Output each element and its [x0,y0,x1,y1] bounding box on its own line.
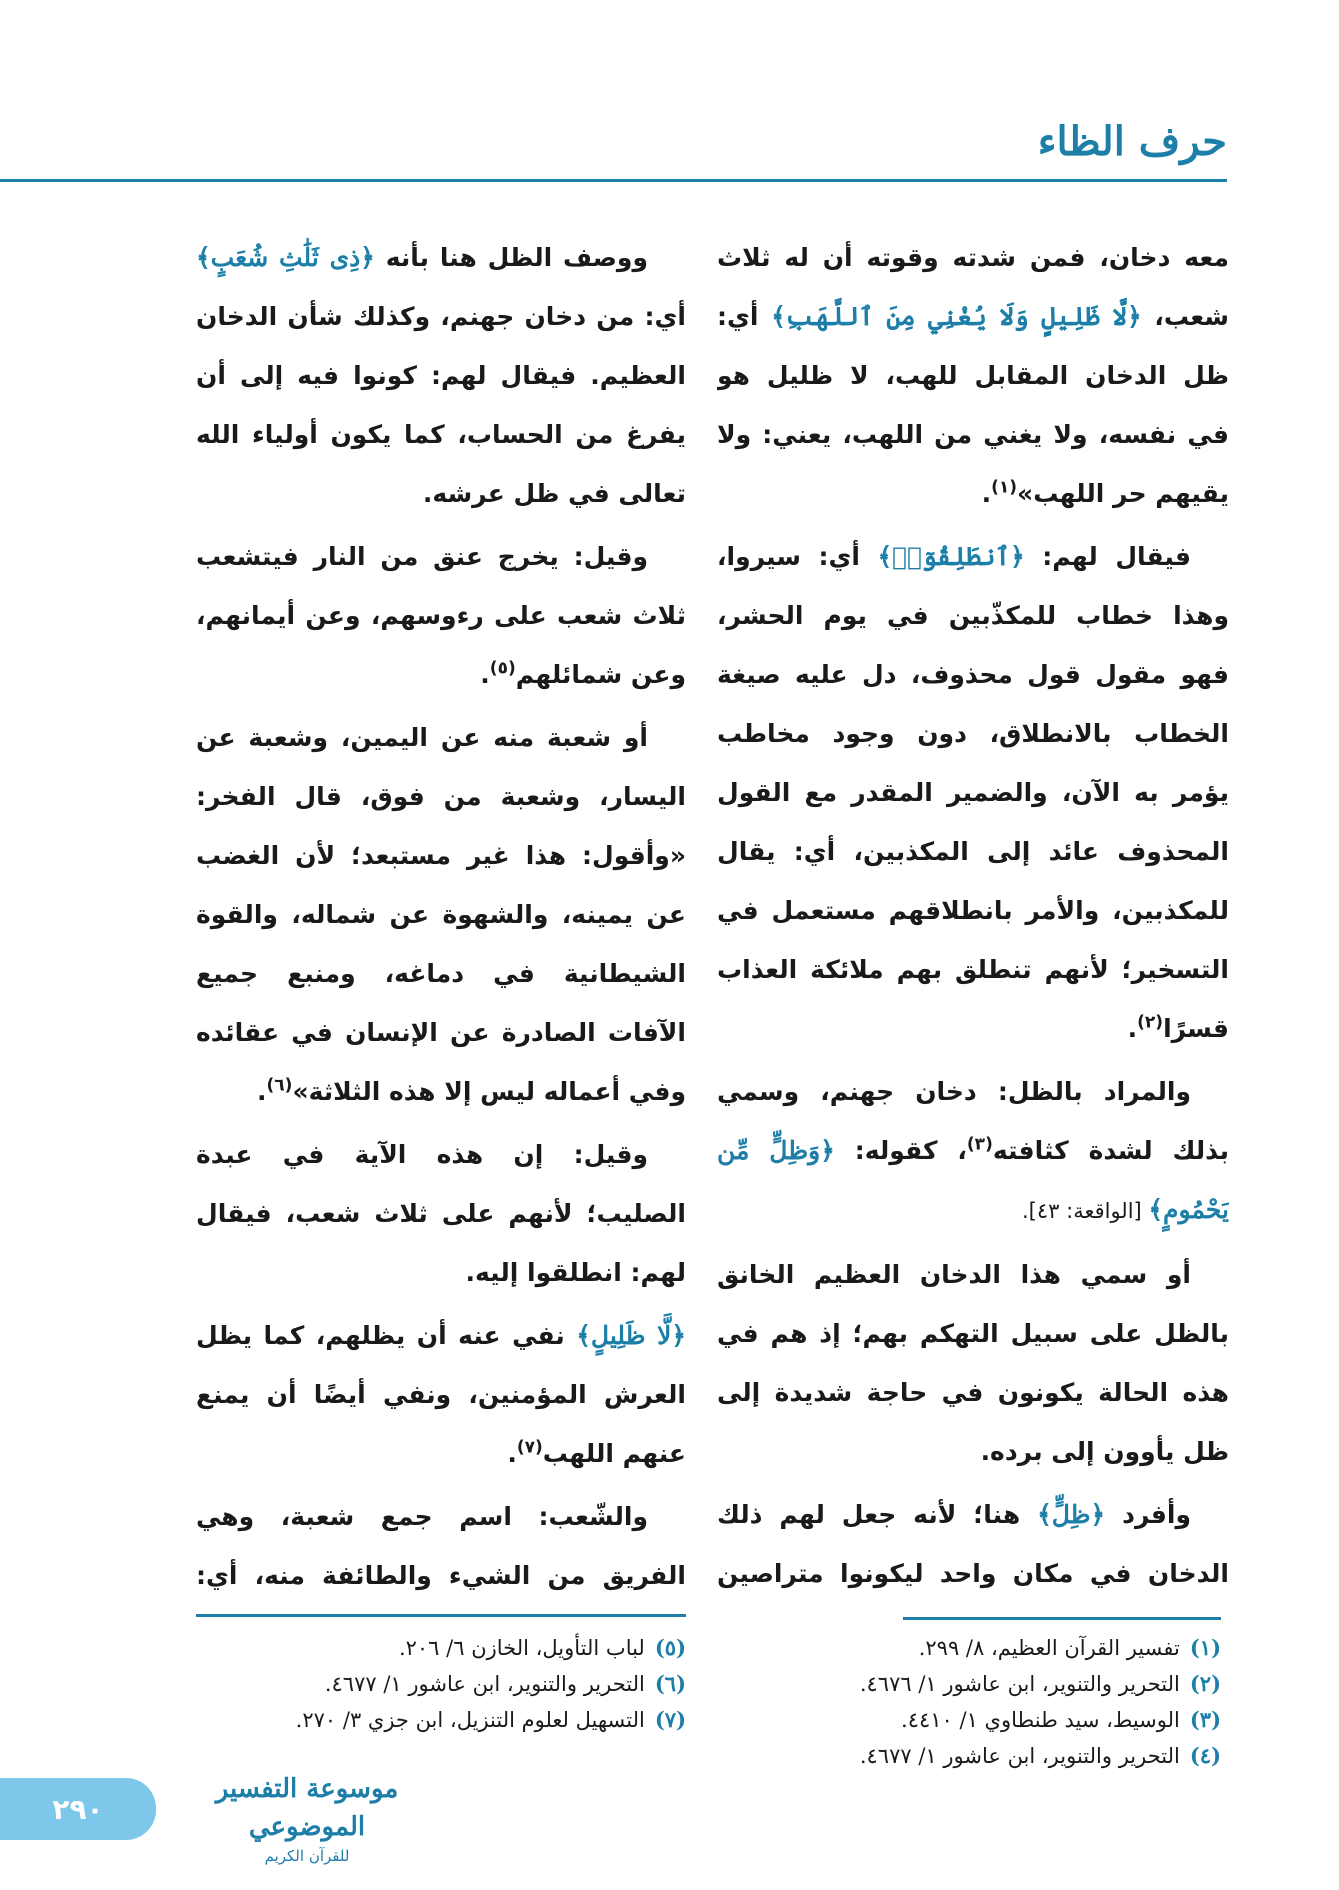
paragraph: ﴿لَّا ظَلِيلٍ﴾ نفي عنه أن يظلهم، كما يظل العرش المؤمنين، ونفي أيضًا أن يمنع عنهم اللهب$^{(٧)}$. [196,1321,686,1468]
paragraph: وقيل: يخرج عنق من النار فيتشعب ثلاث شعب على رءوسهم، وعن أيمانهم، وعن شمائلهم$^{(٥)}$. [196,542,686,689]
footnote-divider [903,1617,1221,1620]
footnote: (٣)الوسيط، سيد طنطاوي ١/ ٤٤١٠. [901,1707,1221,1732]
footnote-ref[interactable]: (١) [991,477,1018,498]
paragraph: ووصف الظل هنا بأنه ﴿ذِى ثَلَٰثِ شُعَبٍ﴾ أي: من دخان جهنم، وكذلك شأن الدخان العظيم. فيقال لهم: كونوا فيه إلى أن يفرغ من الحساب، كما يكون أولياء الله تعالى في ظل عرشه. [196,243,686,508]
quran-verse: ﴿ذِى ثَلَٰثِ شُعَبٍ﴾ [196,243,375,272]
footnote-ref[interactable]: (٦) [266,1075,293,1096]
header-divider [0,179,1227,182]
quran-verse: ﴿لَّا ظَلِيلٍ﴾ [576,1321,686,1350]
footnote: (٢)التحرير والتنوير، ابن عاشور ١/ ٤٦٧٦. [859,1671,1221,1696]
footnote: (٥)لباب التأويل، الخازن ٦/ ٢٠٦. [398,1635,686,1660]
paragraph: معه دخان، فمن شدته وقوته أن له ثلاث شعب، ﴿لَّا ظَلِيلٍ وَلَا يُغْنِي مِنَ ٱللَّهَبِ﴾ أي: ظل الدخان المقابل للهب، لا ظليل هو في نفسه، ولا يغني من اللهب، يعني: ولا يقيهم حر اللهب»$^{(١)}$. [717,243,1229,508]
footnote-ref[interactable]: (٣) [966,1134,993,1155]
footnote-ref[interactable]: (٥) [489,658,516,679]
quran-verse: ﴿ظِلٍّ﴾ [1037,1500,1106,1529]
right-column [717,228,1229,1608]
footnote: (١)تفسير القرآن العظيم، ٨/ ٢٩٩. [918,1635,1221,1660]
quran-verse: ﴿ٱنطَلِقُوٓا۟﴾ [877,542,1025,571]
left-column [196,228,686,1608]
footnote: (٧)التسهيل لعلوم التنزيل، ابن جزي ٣/ ٢٧٠. [295,1707,686,1732]
encyclopedia-logo: موسوعة التفسير الموضوعي للقرآن الكريم [215,1774,399,1865]
quran-verse: ﴿وَظِلٍّ مِّن يَحْمُومٍ﴾ [717,1136,1229,1224]
paragraph: فيقال لهم: ﴿ٱنطَلِقُوٓا۟﴾ أي: سيروا، وهذا خطاب للمكذّبين في يوم الحشر، فهو مقول قول محذوف، دل عليه صيغة الخطاب بالانطلاق، دون وجود مخاطب يؤمر به الآن، والضمير المقدر مع القول المحذوف عائد إلى المكذبين، أي: يقال للمكذبين، والأمر بانطلاقهم مستعمل في التسخير؛ لأنهم تنطلق بهم ملائكة العذاب قسرًا$^{(٢)}$. [717,542,1229,1043]
footnote: (٤)التحرير والتنوير، ابن عاشور ١/ ٤٦٧٧. [859,1743,1221,1768]
footnote-divider [196,1614,686,1617]
footnotes-right [860,1630,1221,1774]
paragraph: وأفرد ﴿ظِلٍّ﴾ هنا؛ لأنه جعل لهم ذلك الدخان في مكان واحد ليكونوا متراصين [717,1500,1229,1588]
chapter-title: حرف الظاء [1037,118,1227,165]
paragraph: والشّعب: اسم جمع شعبة، وهي الفريق من الشيء والطائفة منه، أي: [196,1502,686,1590]
paragraph: والمراد بالظل: دخان جهنم، وسمي بذلك لشدة كثافته$^{(٣)}$، كقوله: ﴿وَظِلٍّ مِّن يَحْمُومٍ﴾ [الواقعة: ٤٣]. [717,1077,1229,1224]
footnote-ref[interactable]: (٢) [1137,1012,1164,1033]
footnotes-left [296,1630,686,1738]
paragraph: أو شعبة منه عن اليمين، وشعبة عن اليسار، وشعبة من فوق، قال الفخر: «وأقول: هذا غير مستبعد؛ لأن الغضب عن يمينه، والشهوة عن شماله، والقوة الشيطانية في دماغه، ومنبع جميع الآفات الصادرة عن الإنسان في عقائده وفي أعماله ليس إلا هذه الثلاثة»$^{(٦)}$. [196,723,686,1106]
paragraph: أو سمي هذا الدخان العظيم الخانق بالظل على سبيل التهكم بهم؛ إذ هم في هذه الحالة يكونون في حاجة شديدة إلى ظل يأوون إلى برده. [717,1260,1229,1466]
footnote: (٦)التحرير والتنوير، ابن عاشور ١/ ٤٦٧٧. [324,1671,686,1696]
verse-source: [الواقعة: ٤٣]. [1022,1199,1149,1223]
footnote-ref[interactable]: (٧) [516,1437,543,1458]
paragraph: وقيل: إن هذه الآية في عبدة الصليب؛ لأنهم على ثلاث شعب، فيقال لهم: انطلقوا إليه. [196,1140,686,1287]
page-number: ٢٩٠ [0,1778,156,1840]
quran-verse: ﴿لَّا ظَلِيلٍ وَلَا يُغْنِي مِنَ ٱللَّهَبِ﴾ [771,302,1142,331]
